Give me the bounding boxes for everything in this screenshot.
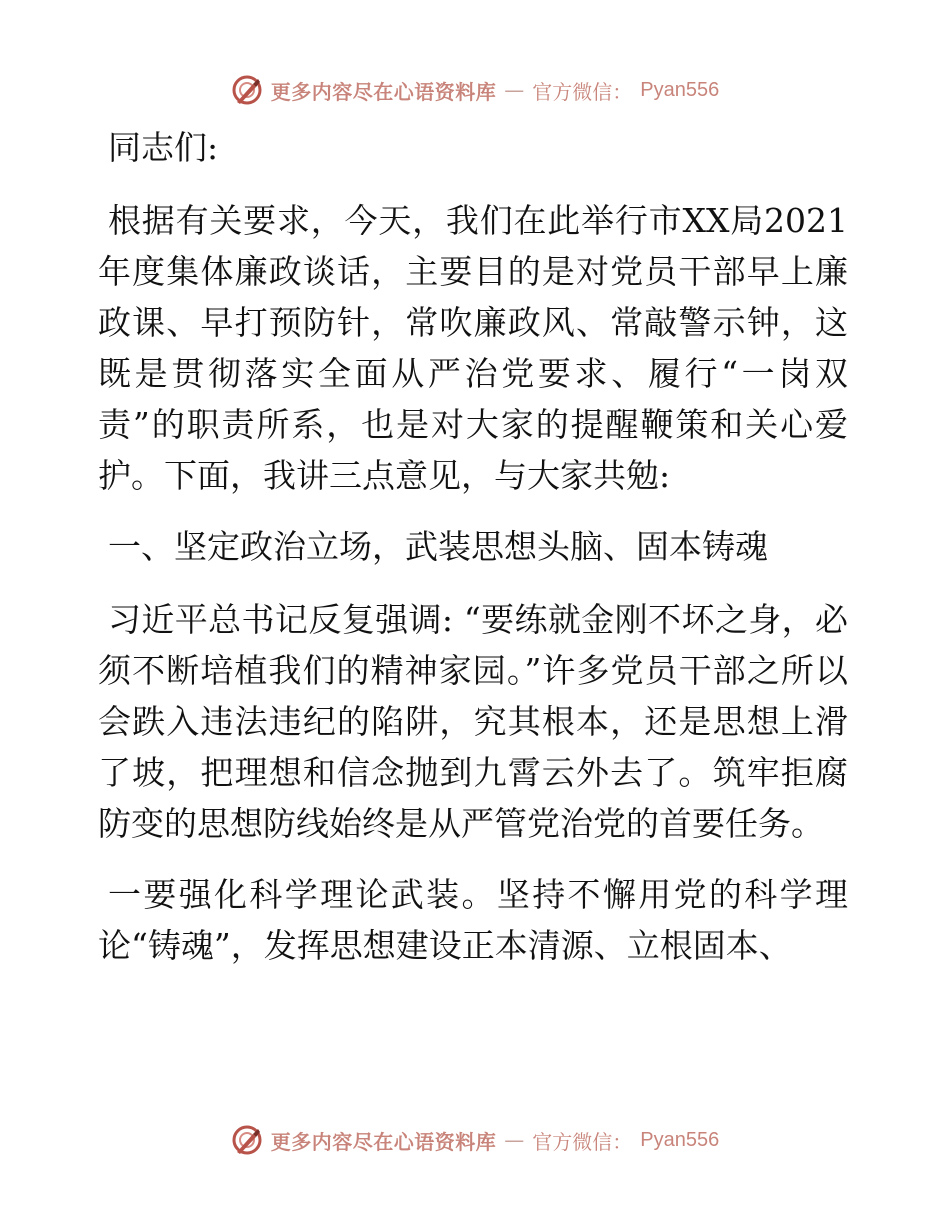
watermark-header	[0, 70, 950, 110]
watermark-footer	[0, 1120, 950, 1160]
watermark-account: Pyan556	[640, 78, 720, 101]
watermark-separator: —	[504, 1128, 525, 1152]
watermark-account: Pyan556	[640, 1128, 720, 1151]
watermark-brand: 更多内容尽在心语资料库	[270, 1129, 497, 1154]
salutation: 同志们:	[108, 128, 219, 167]
watermark-brand: 更多内容尽在心语资料库	[270, 79, 497, 104]
pen-logo-icon	[231, 74, 263, 106]
document-body	[98, 122, 848, 991]
watermark-separator: —	[504, 78, 525, 102]
paragraph-quote: 习近平总书记反复强调: “要练就金刚不坏之身，必须不断培植我们的精神家园。”许多党员干部之所以会跌入违法违纪的陷阱，究其根本，还是思想上滑了坡，把理想和信念抛到九霄云外去了。筑牢拒腐防变的思想防线始终是从严管党治党的首要任务。	[98, 600, 848, 843]
watermark-label: 官方微信：	[532, 79, 633, 104]
watermark-label: 官方微信：	[532, 1129, 633, 1154]
paragraph-intro: 根据有关要求，今天，我们在此举行市XX局2021年度集体廉政谈话，主要目的是对党员干部早上廉政课、早打预防针，常吹廉政风、常敲警示钟，这既是贯彻落实全面从严治党要求、履行“一岗双责”的职责所系，也是对大家的提醒鞭策和关心爱护。下面，我讲三点意见，与大家共勉:	[98, 201, 848, 495]
paragraph-theory: 一要强化科学理论武装。坚持不懈用党的科学理论“铸魂”，发挥思想建设正本清源、立根固本、	[98, 875, 848, 965]
pen-logo-icon	[231, 1124, 263, 1156]
section-heading-1: 一、坚定政治立场，武装思想头脑、固本铸魂	[108, 527, 768, 566]
